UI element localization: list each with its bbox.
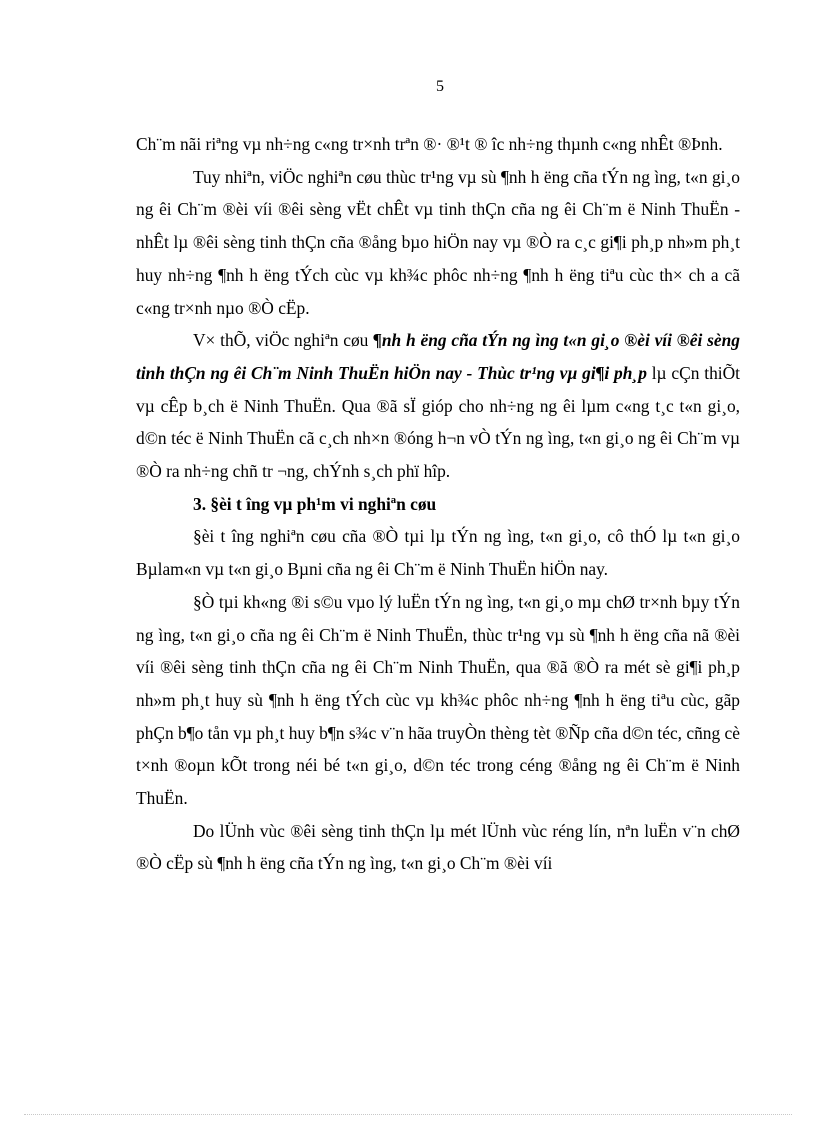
body-text bbox=[136, 128, 740, 880]
paragraph-research-object: §èi t îng nghiªn cøu cña ®Ò tµi lµ tÝn ng ìng, t«n gi¸o, cô thÓ lµ t«n gi¸o Bµlam«n vµ t«n gi¸o Bµni cña ng êi Ch¨m ë Ninh ThuËn hiÖn nay. bbox=[136, 526, 740, 580]
page-bottom-divider bbox=[24, 1114, 792, 1115]
paragraph-tail-text: lµ cÇn thiÕt vµ cÊp b¸ch ë Ninh ThuËn. Qua ®ã sÏ gióp cho nh÷ng ng êi lµm c«ng t¸c t«n gi¸o, d©n téc ë Ninh ThuËn cã c¸ch nh×n ®óng h¬n vÒ tÝn ng ìng, t«n gi¸o ng êi Ch¨m vµ ®Ò ra nh÷ng chñ tr ¬ng, chÝnh s¸ch phï hîp. bbox=[136, 362, 740, 482]
paragraph-previous-works: Ch¨m nãi riªng vµ nh÷ng c«ng tr×nh trªn ®· ®¹t ® îc nh÷ng thµnh c«ng nhÊt ®Þnh. bbox=[136, 134, 723, 154]
page-number: 5 bbox=[436, 78, 444, 95]
paragraph-research-gap: Tuy nhiªn, viÖc nghiªn cøu thùc tr¹ng vµ sù ¶nh h ëng cña tÝn ng ìng, t«n gi¸o ng êi Ch¨m ®èi víi ®êi sèng vËt chÊt vµ tinh thÇn cña ng êi Ch¨m ë Ninh ThuËn - nhÊt lµ ®êi sèng tinh thÇn cña ®ång bµo hiÖn nay vµ ®Ò ra c¸c gi¶i ph¸p nh»m ph¸t huy nh÷ng ¶nh h ëng tÝch cùc vµ kh¾c phôc nh÷ng ¶nh h ëng tiªu cùc th× ch a cã c«ng tr×nh nµo ®Ò cËp. bbox=[136, 166, 740, 318]
thesis-title-emphasis: ¶nh h ëng cña tÝn ng ìng t«n gi¸o ®èi víi ®êi sèng tinh thÇn ng êi Ch¨m Ninh ThuËn hiÖn nay - Thùc tr¹ng vµ gi¶i ph¸p bbox=[136, 330, 740, 383]
paragraph-spiritual-life: Do lÜnh vùc ®êi sèng tinh thÇn lµ mét lÜnh vùc réng lín, nªn luËn v¨n chØ ®Ò cËp sù ¶nh h ëng cña tÝn ng ìng, t«n gi¸o Ch¨m ®èi víi bbox=[136, 820, 740, 874]
paragraph-research-scope: §Ò tµi kh«ng ®i s©u vµo lý luËn tÝn ng ìng, t«n gi¸o mµ chØ tr×nh bµy tÝn ng ìng, t«n gi¸o cña ng êi Ch¨m ë Ninh ThuËn, thùc tr¹ng vµ sù ¶nh h ëng cña nã ®èi víi ®êi sèng tinh thÇn cña ng êi Ch¨m Ninh ThuËn, qua ®ã ®Ò ra mét sè gi¶i ph¸p nh»m ph¸t huy sù ¶nh h ëng tÝch cùc vµ kh¾c phôc nh÷ng ¶nh h ëng tiªu cùc, gãp phÇn b¶o tån vµ ph¸t huy b¶n s¾c v¨n hãa truyÒn thèng tèt ®Ñp cña d©n téc, cñng cè t×nh ®oµn kÕt trong néi bé t«n gi¸o, d©n téc trong céng ®ång ng êi Ch¨m ë Ninh ThuËn. bbox=[136, 591, 740, 809]
paragraph-lead-text: V× thÕ, viÖc nghiªn cøu bbox=[193, 330, 374, 351]
section-heading-scope: 3. §èi t îng vµ ph¹m vi nghiªn cøu bbox=[193, 493, 437, 514]
paragraph-research-necessity bbox=[136, 324, 740, 488]
